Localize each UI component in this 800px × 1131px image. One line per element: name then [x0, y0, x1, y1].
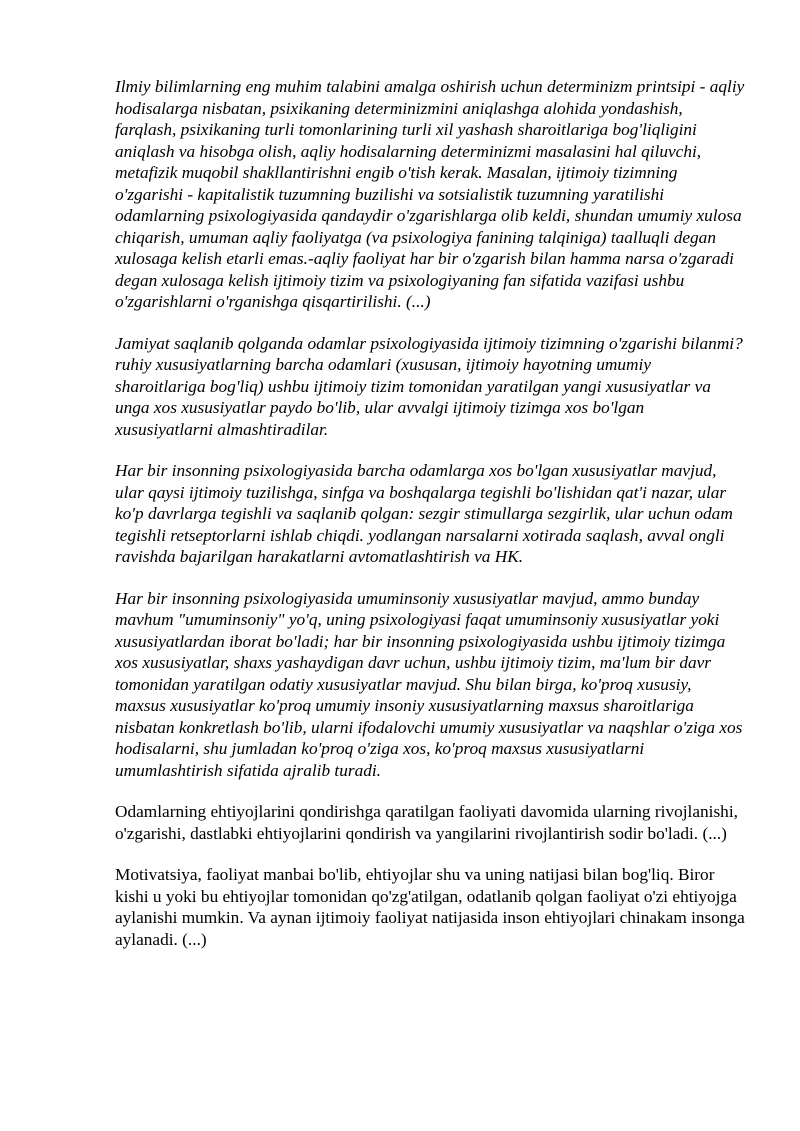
paragraph-universal-traits: Har bir insonning psixologiyasida umuminsoniy xususiyatlar mavjud, ammo bunday mavhum "umuminsoniy" yo'q, uning psixologiyasi faqat umuminsoniy xususiyatlar yoki xususiyatlardan iborat bo'ladi; har bir insonning psixologiyasida ushbu ijtimoiy tizimga xos xususiyatlar, shaxs yashaydigan davr uchun, ushbu ijtimoiy tizim, ma'lum bir davr tomonidan yaratilgan odatiy xususiyatlar mavjud. Shu bilan birga, ko'proq xususiy, maxsus xususiyatlar ko'proq umumiy insoniy xususiyatlarning maxsus sharoitlariga nisbatan konkretlash bo'lib, ularni ifodalovchi umumiy xususiyatlar va naqshlar o'ziga xos hodisalarni, shu jumladan ko'proq o'ziga xos, ko'proq maxsus xususiyatlarni umumlashtirish sifatida ajralib turadi.: [115, 588, 743, 780]
paragraph-needs-activity: Odamlarning ehtiyojlarini qondirishga qaratilgan faoliyati davomida ularning rivojlanishi, o'zgarishi, dastlabki ehtiyojlarini qondirish va yangilarini rivojlantirish sodir bo'ladi. (...): [115, 802, 738, 843]
document-page: [115, 76, 745, 970]
paragraph-motivation: Motivatsiya, faoliyat manbai bo'lib, ehtiyojlar shu va uning natijasi bilan bog'liq. Biror kishi u yoki bu ehtiyojlar tomonidan qo'zg'atilgan, odatlanib qolgan faoliyat o'zi ehtiyojga aylanishi mumkin. Va aynan ijtimoiy faoliyat natijasida inson ehtiyojlari chinakam insonga aylanadi. (...): [115, 865, 745, 949]
paragraph-determinism: Ilmiy bilimlarning eng muhim talabini amalga oshirish uchun determinizm printsipi - aqliy hodisalarga nisbatan, psixikaning determinizmini aniqlashga alohida yondashish, farqlash, psixikaning turli tomonlarining turli xil yashash sharoitlariga bog'liqligini aniqlash va hisobga olish, aqliy hodisalarning determinizmi masalasini hal qiluvchi, metafizik muqobil shakllantirishni engib o'tish kerak. Masalan, ijtimoiy tizimning o'zgarishi - kapitalistik tuzumning buzilishi va sotsialistik tuzumning yaratilishi odamlarning psixologiyasida qandaydir o'zgarishlarga olib keldi, shundan umumiy xulosa chiqarish, umuman aqliy faoliyatga (va psixologiya fanining talqiniga) taalluqli degan xulosaga kelish etarli emas.-aqliy faoliyat har bir o'zgarish bilan hamma narsa o'zgaradi degan xulosaga kelish ijtimoiy tizim va psixologiyaning fan sifatida vazifasi ushbu o'zgarishlarni o'rganishga qisqartirilishi. (...): [115, 77, 745, 311]
paragraph-common-traits: Har bir insonning psixologiyasida barcha odamlarga xos bo'lgan xususiyatlar mavjud, ular qaysi ijtimoiy tuzilishga, sinfga va boshqalarga tegishli bo'lishidan qat'i nazar, ular ko'p davrlarga tegishli va saqlanib qolgan: sezgir stimullarga sezgirlik, ular uchun odam tegishli retseptorlarni ishlab chiqdi. yodlangan narsalarni xotirada saqlash, avval ongli ravishda bajarilgan harakatlarni avtomatlashtirish va HK.: [115, 461, 733, 566]
paragraph-social-system-change: Jamiyat saqlanib qolganda odamlar psixologiyasida ijtimoiy tizimning o'zgarishi bilanmi? ruhiy xususiyatlarning barcha odamlari (xususan, ijtimoiy hayotning umumiy sharoitlariga bog'liq) ushbu ijtimoiy tizim tomonidan yaratilgan yangi xususiyatlar va unga xos xususiyatlar paydo bo'lib, ular avvalgi ijtimoiy tizimga xos bo'lgan xususiyatlarni almashtiradilar.: [115, 333, 743, 439]
